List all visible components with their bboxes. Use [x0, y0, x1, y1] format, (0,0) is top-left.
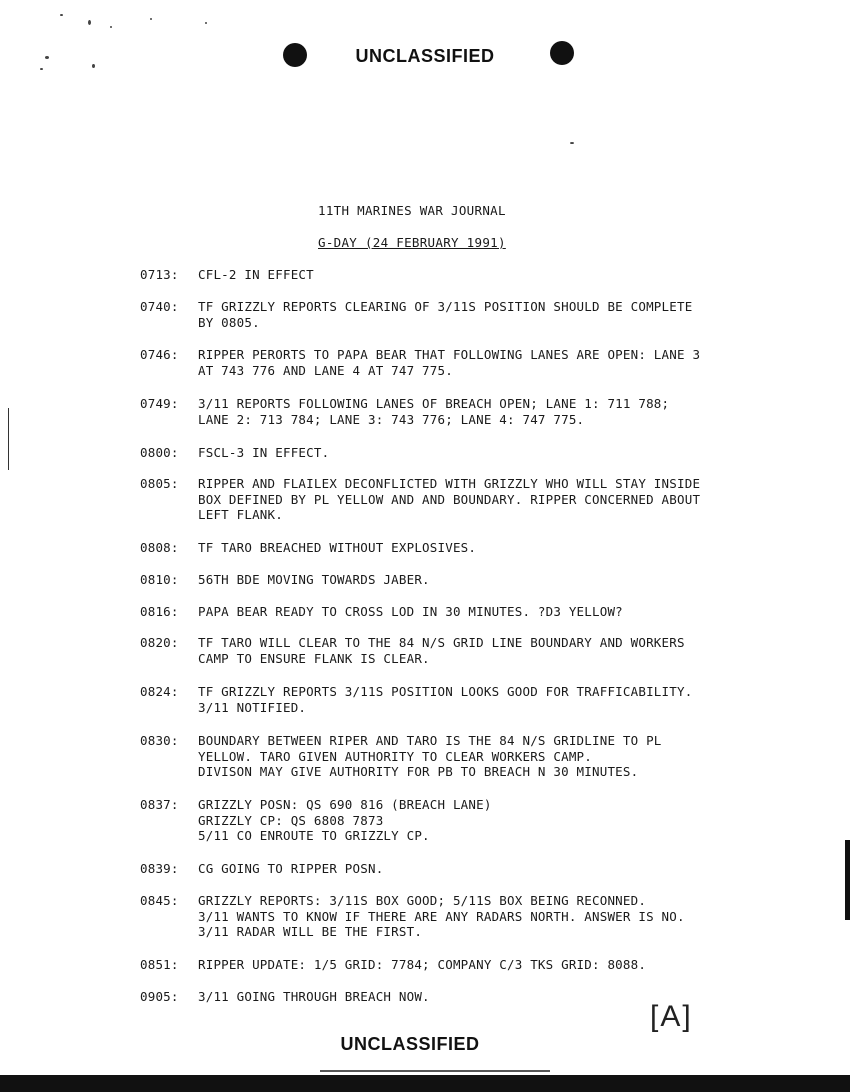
- entry-text: TF GRIZZLY REPORTS CLEARING OF 3/11S POSITION SHOULD BE COMPLETE BY 0805.: [198, 299, 693, 330]
- entry-time: 0816:: [140, 604, 179, 619]
- entry-time: 0905:: [140, 989, 179, 1004]
- entry-time: 0830:: [140, 733, 179, 748]
- document-subtitle: G-DAY (24 FEBRUARY 1991): [318, 235, 506, 250]
- scan-speck: [92, 64, 95, 68]
- scan-bottom-bar: [0, 1075, 850, 1092]
- scan-speck: [60, 14, 63, 16]
- entry-text: TF TARO BREACHED WITHOUT EXPLOSIVES.: [198, 540, 477, 555]
- entry-time: 0740:: [140, 299, 179, 314]
- entry-text: 3/11 GOING THROUGH BREACH NOW.: [198, 989, 430, 1004]
- entry-time: 0820:: [140, 635, 179, 650]
- scan-speck: [40, 68, 43, 70]
- entry-text: CG GOING TO RIPPER POSN.: [198, 861, 384, 876]
- scan-speck: [88, 20, 91, 25]
- entry-text: GRIZZLY REPORTS: 3/11S BOX GOOD; 5/11S BOX BEING RECONNED. 3/11 WANTS TO KNOW IF THERE ARE ANY RADARS NORTH. ANSWER IS NO. 3/11 RADAR WILL BE THE FIRST.: [198, 893, 685, 939]
- classification-top: UNCLASSIFIED: [355, 46, 495, 66]
- entry-time: 0746:: [140, 347, 179, 362]
- scan-bottom-line: [320, 1070, 550, 1072]
- scan-edge-line: [845, 840, 850, 920]
- entry-time: 0839:: [140, 861, 179, 876]
- entry-text: 56TH BDE MOVING TOWARDS JABER.: [198, 572, 430, 587]
- entry-time: 0805:: [140, 476, 179, 491]
- scan-speck: [150, 18, 152, 20]
- entry-text: TF GRIZZLY REPORTS 3/11S POSITION LOOKS GOOD FOR TRAFFICABILITY. 3/11 NOTIFIED.: [198, 684, 693, 715]
- handwritten-stamp: [A]: [650, 1000, 693, 1033]
- entry-time: 0837:: [140, 797, 179, 812]
- entry-text: TF TARO WILL CLEAR TO THE 84 N/S GRID LINE BOUNDARY AND WORKERS CAMP TO ENSURE FLANK IS CLEAR.: [198, 635, 685, 666]
- scan-speck: [45, 56, 49, 59]
- scan-speck: [205, 22, 207, 24]
- scan-edge-line: [8, 408, 9, 470]
- entry-text: PAPA BEAR READY TO CROSS LOD IN 30 MINUTES. ?D3 YELLOW?: [198, 604, 623, 619]
- entry-text: RIPPER AND FLAILEX DECONFLICTED WITH GRIZZLY WHO WILL STAY INSIDE BOX DEFINED BY PL YELLOW AND AND BOUNDARY. RIPPER CONCERNED ABOUT LEFT FLANK.: [198, 476, 701, 522]
- entry-text: FSCL-3 IN EFFECT.: [198, 445, 330, 460]
- entry-text: RIPPER PERORTS TO PAPA BEAR THAT FOLLOWING LANES ARE OPEN: LANE 3 AT 743 776 AND LANE 4 AT 747 775.: [198, 347, 701, 378]
- entry-time: 0810:: [140, 572, 179, 587]
- entry-time: 0808:: [140, 540, 179, 555]
- entry-text: CFL-2 IN EFFECT: [198, 267, 314, 282]
- entry-text: BOUNDARY BETWEEN RIPER AND TARO IS THE 84 N/S GRIDLINE TO PL YELLOW. TARO GIVEN AUTHORITY TO CLEAR WORKERS CAMP. DIVISON MAY GIVE AUTHORITY FOR PB TO BREACH N 30 MINUTES.: [198, 733, 662, 779]
- classification-dot-right: [550, 41, 574, 65]
- entry-time: 0713:: [140, 267, 179, 282]
- entry-text: RIPPER UPDATE: 1/5 GRID: 7784; COMPANY C/3 TKS GRID: 8088.: [198, 957, 647, 972]
- scan-speck: [110, 26, 112, 28]
- entry-time: 0800:: [140, 445, 179, 460]
- classification-bottom: UNCLASSIFIED: [340, 1034, 480, 1054]
- entry-time: 0845:: [140, 893, 179, 908]
- entry-time: 0851:: [140, 957, 179, 972]
- document-title: 11TH MARINES WAR JOURNAL: [318, 203, 506, 218]
- entry-time: 0824:: [140, 684, 179, 699]
- scan-speck: [570, 142, 574, 144]
- entry-time: 0749:: [140, 396, 179, 411]
- entry-text: GRIZZLY POSN: QS 690 816 (BREACH LANE) GRIZZLY CP: QS 6808 7873 5/11 CO ENROUTE TO GRIZZLY CP.: [198, 797, 492, 843]
- entry-text: 3/11 REPORTS FOLLOWING LANES OF BREACH OPEN; LANE 1: 711 788; LANE 2: 713 784; LANE 3: 743 776; LANE 4: 747 775.: [198, 396, 670, 427]
